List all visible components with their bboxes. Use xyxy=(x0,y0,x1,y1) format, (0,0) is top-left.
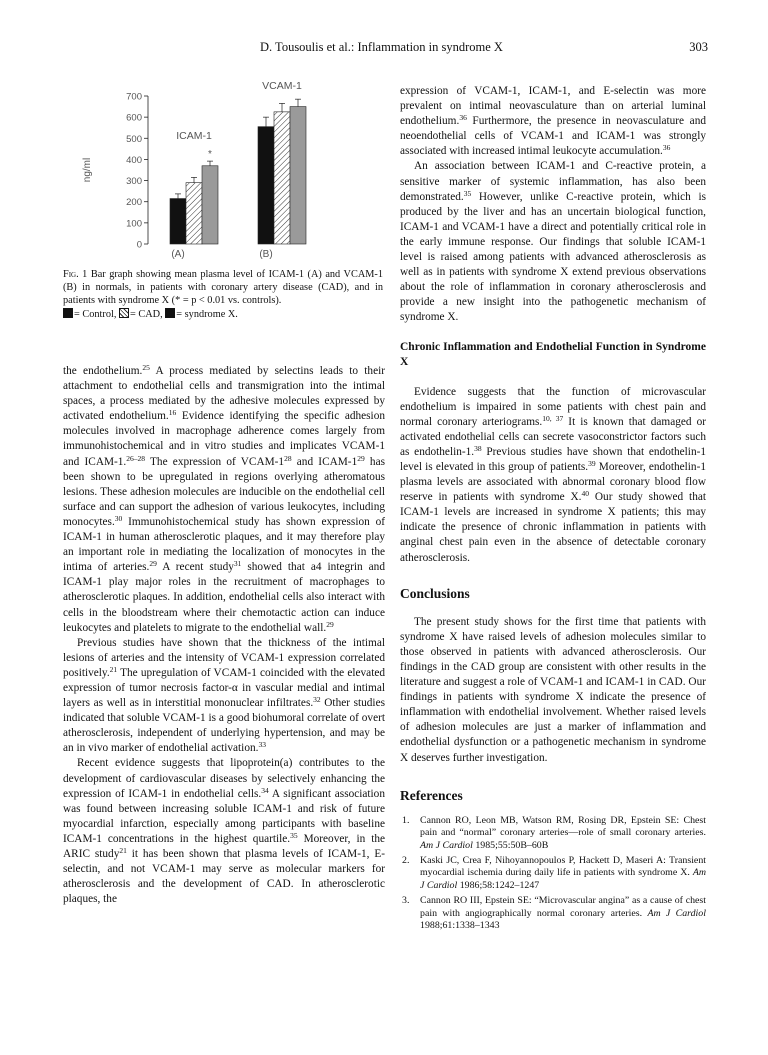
text-run: A recent study xyxy=(156,561,234,574)
text-run: expression of VCAM-1, ICAM-1, and E-selectin was more prevalent on intimal neovasculature than on arterial luminal endothelium. xyxy=(400,85,706,128)
text-run: Evidence suggests that the function of microvascular endothelium is impaired in some patients with chest pain and normal coronary arteriograms. xyxy=(400,385,706,428)
figure-label: Fig. 1 xyxy=(63,269,88,280)
figure-caption xyxy=(63,268,383,321)
body-paragraph xyxy=(63,364,385,636)
right-column xyxy=(400,84,706,935)
text-run: 1985;55:50B–60B xyxy=(472,839,549,851)
citation-superscript: 34 xyxy=(261,785,269,795)
text-run: Our study showed that ICAM-1 levels are increased in syndrome X patients; this may indicate the presence of chronic inflammation in patients with anginal chest pain even in the absence of detectable coronary atherosclerosis. xyxy=(400,491,706,564)
reference-item xyxy=(400,855,706,892)
control-swatch-icon xyxy=(63,308,73,318)
page-number: 303 xyxy=(689,40,708,54)
citation-superscript: 29 xyxy=(149,559,157,569)
legend-syndrome-x: = syndrome X. xyxy=(176,308,238,320)
body-paragraph xyxy=(400,615,706,766)
bar-syndrome-x xyxy=(290,107,306,244)
citation-superscript: 39 xyxy=(588,458,596,468)
citation-superscript: 36 xyxy=(662,143,671,153)
legend-control: = Control, xyxy=(74,308,117,320)
bar-cad xyxy=(274,112,290,244)
text-run: A significant association was found between increasing soluble ICAM-1 and risk of future myocardial infarction, especially among participants with baseline ICAM-1 concentrations in the highest quartile. xyxy=(63,787,385,845)
citation-superscript: 16 xyxy=(168,408,177,418)
citation-superscript: 26–28 xyxy=(126,453,146,463)
body-paragraph xyxy=(400,385,706,566)
caption-text: Bar graph showing mean plasma level of ICAM-1 (A) and VCAM-1 (B) in normals, in patients with coronary artery disease (CAD), and in patients with syndrome X (* = p < 0.01 vs. controls). xyxy=(63,269,383,307)
journal-name: Am J Cardiol xyxy=(420,839,473,851)
bar-syndrome-x xyxy=(202,166,218,244)
bar-control xyxy=(258,127,274,244)
y-tick-label: 400 xyxy=(126,154,142,166)
y-tick-label: 300 xyxy=(126,176,142,188)
journal-name: Am J Cardiol xyxy=(647,907,706,919)
bar-cad xyxy=(186,183,202,244)
reference-list xyxy=(400,815,706,933)
text-run: Previous studies have shown that the thickness of the intimal lesions of arteries and the intensity of VCAM-1 expression correlated positively. xyxy=(63,636,385,679)
group-label: ICAM-1 xyxy=(176,130,212,143)
text-run: However, unlike C-reactive protein, which is produced by the liver and has an uncertain biological function, ICAM-1 and VCAM-1 have a direct and potentially critical role in the early immune response. Our findings that soluble ICAM-1 level is raised among patients with advanced atherosclerosis as well as in patients with syndrome X extend previous observations about the role of inflammation in coronary atherosclerosis and provide a new insight into the pathogenetic mechanism of syndrome X. xyxy=(400,190,706,324)
text-run: Cannon RO, Leon MB, Watson RM, Rosing DR, Epstein SE: Chest pain and “normal” coronary arteries—role of small coronary arteries. xyxy=(420,814,706,839)
body-paragraph xyxy=(63,636,385,757)
reference-number: 2. xyxy=(402,854,410,866)
reference-item xyxy=(400,895,706,932)
reference-item xyxy=(400,815,706,852)
section-heading-chronic-inflammation: Chronic Inflammation and Endothelial Function in Syndrome X xyxy=(400,340,706,368)
y-tick-label: 100 xyxy=(126,218,142,230)
left-column xyxy=(63,364,385,907)
text-run: 1988;61:1338–1343 xyxy=(420,920,500,931)
text-run: Kaski JC, Crea F, Nihoyannopoulos P, Hackett D, Maseri A: Transient myocardial ischemia during daily life in patients with syndrome X. xyxy=(420,854,706,879)
journal-name: Am J Cardiol xyxy=(420,867,706,891)
running-title: D. Tousoulis et al.: Inflammation in syndrome X xyxy=(260,40,503,54)
citation-superscript: 35 xyxy=(290,830,298,840)
citation-superscript: 32 xyxy=(313,695,321,705)
text-run: 1986;58:1242–1247 xyxy=(457,879,540,891)
text-run: The upregulation of VCAM-1 coincided with the elevated expression of tumor necrosis factor-α in vascular medial and intimal layers as well as in interstitial mononuclear infiltrates. xyxy=(63,666,385,710)
text-run: Previous studies have shown that endothelin-1 level is elevated in this group of patients. xyxy=(400,445,707,473)
section-heading-conclusions: Conclusions xyxy=(400,585,470,601)
x-group-label: (B) xyxy=(259,249,273,260)
y-tick-label: 0 xyxy=(136,239,142,251)
citation-superscript: 40 xyxy=(581,489,590,499)
text-run: Furthermore, the presence in neovasculature and neoendothelial cells of VCAM-1 and ICAM-1 was strongly associated with increased intimal leukocyte accumulation. xyxy=(400,115,706,158)
text-run: Immunohistochemical study has shown expression of ICAM-1 in human atherosclerotic plaques, and it may therefore play an important role in mediating the localization of monocytes in the intima of arteries. xyxy=(63,515,385,574)
text-run: Moreover, endothelin-1 plasma levels are associated with abnormal coronary blood flow reserve in patients with syndrome X. xyxy=(400,460,706,504)
citation-superscript: 38 xyxy=(474,443,482,453)
text-run: A process mediated by selectins leads to their attachment to endothelial cells and transmigration into the intimal spaces, a process mediated by the adhesive molecules expressed by activated endothelium. xyxy=(63,365,385,423)
text-run: Other studies indicated that soluble VCAM-1 is a good biohumoral correlate of overt atherosclerosis, independent of underlying hypertension, and may be an in vivo marker of endothelial activation. xyxy=(63,697,385,755)
y-axis-label: ng/ml xyxy=(82,157,93,183)
text-run: Moreover, in the ARIC study xyxy=(63,832,385,860)
y-tick-label: 700 xyxy=(126,91,142,103)
figure-1-chart xyxy=(58,82,378,262)
x-group-label: (A) xyxy=(171,249,185,260)
body-paragraph xyxy=(400,159,706,325)
text-run: It is known that damaged or activated endothelial cells can secrete vasoconstrictor factors such as endothelin-1. xyxy=(400,415,707,458)
text-run: has been shown to be upregulated in regions overlying atheromatous lesions. These adhesion molecules are inducible on the endothelial cell surface and can support the adhesion of various leukocytes, including monocytes. xyxy=(63,455,385,528)
cad-swatch-icon xyxy=(119,308,129,318)
citation-superscript: 31 xyxy=(233,559,242,569)
y-tick-label: 500 xyxy=(126,133,142,145)
section-heading-references: References xyxy=(400,787,463,803)
citation-superscript: 21 xyxy=(109,664,118,674)
text-run: the endothelium. xyxy=(63,365,143,377)
reference-number: 3. xyxy=(402,895,410,907)
page-header xyxy=(60,40,708,58)
text-run: and ICAM-1 xyxy=(291,455,358,468)
bar-control xyxy=(170,199,186,244)
text-run: Cannon RO III, Epstein SE: “Microvascular angina” as a cause of chest pain with angiographically normal coronary arteries. xyxy=(420,895,706,919)
text-run: showed that a4 integrin and ICAM-1 play major roles in the recruitment of macrophages to atherosclerotic plaques. In addition, endothelial cells also interact with cells in the bloodstream where their chemotactic action can induce leukocytes and platelets to migrate to the endothelial wall. xyxy=(63,561,385,634)
significance-marker: * xyxy=(208,149,212,161)
citation-superscript: 33 xyxy=(258,740,266,750)
reference-number: 1. xyxy=(402,814,410,826)
body-paragraph xyxy=(63,756,385,907)
citation-superscript: 36 xyxy=(459,113,467,123)
body-paragraph xyxy=(400,84,706,159)
text-run: The present study shows for the first time that patients with syndrome X have raised levels of adhesion molecules similar to those observed in patients with advanced atherosclerosis. Our findings in the CAD group are consistent with other results in the literature and suggest a role of VCAM-1 and ICAM-1 in CAD. Our findings in patients with syndrome X indicate the presence of inflammation with endothelial involvement. Whether raised levels of adhesion molecules are just a marker of inflammation and endothelial dysfunction or a pathogenetic mechanism in syndrome X deserves further investigation. xyxy=(400,615,706,764)
citation-superscript: 30 xyxy=(114,513,123,523)
text-run: Evidence identifying the specific adhesion molecules involved in macrophage adherence comes largely from immunohistochemical and in vitro studies and implicates VCAM-1 and ICAM-1. xyxy=(63,410,385,468)
text-run: The expression of VCAM-1 xyxy=(145,455,285,468)
citation-superscript: 29 xyxy=(357,453,365,463)
y-tick-label: 600 xyxy=(126,112,142,124)
citation-superscript: 21 xyxy=(119,846,127,855)
citation-superscript: 10, 37 xyxy=(542,413,564,423)
legend-cad: = CAD, xyxy=(130,308,163,320)
text-run: An association between ICAM-1 and C-reactive protein, a sensitive marker of systemic inflammation, has also been demonstrated. xyxy=(400,160,706,203)
citation-superscript: 35 xyxy=(463,188,472,198)
y-tick-label: 200 xyxy=(126,197,142,209)
text-run: Recent evidence suggests that lipoprotein(a) contributes to the development of cardiovascular diseases by selectively enhancing the expression of ICAM-1 in endothelial cells. xyxy=(63,757,385,800)
citation-superscript: 29 xyxy=(326,619,334,629)
syndrome-x-swatch-icon xyxy=(165,308,175,318)
text-run: it has been shown that plasma levels of ICAM-1, E-selectin, and not VCAM-1 may serve as molecular markers for atherosclerosis and the development of CAD. In atherosclerotic plaques, the xyxy=(63,848,385,906)
group-label: VCAM-1 xyxy=(262,82,302,93)
citation-superscript: 28 xyxy=(284,453,292,463)
citation-superscript: 25 xyxy=(142,363,150,372)
